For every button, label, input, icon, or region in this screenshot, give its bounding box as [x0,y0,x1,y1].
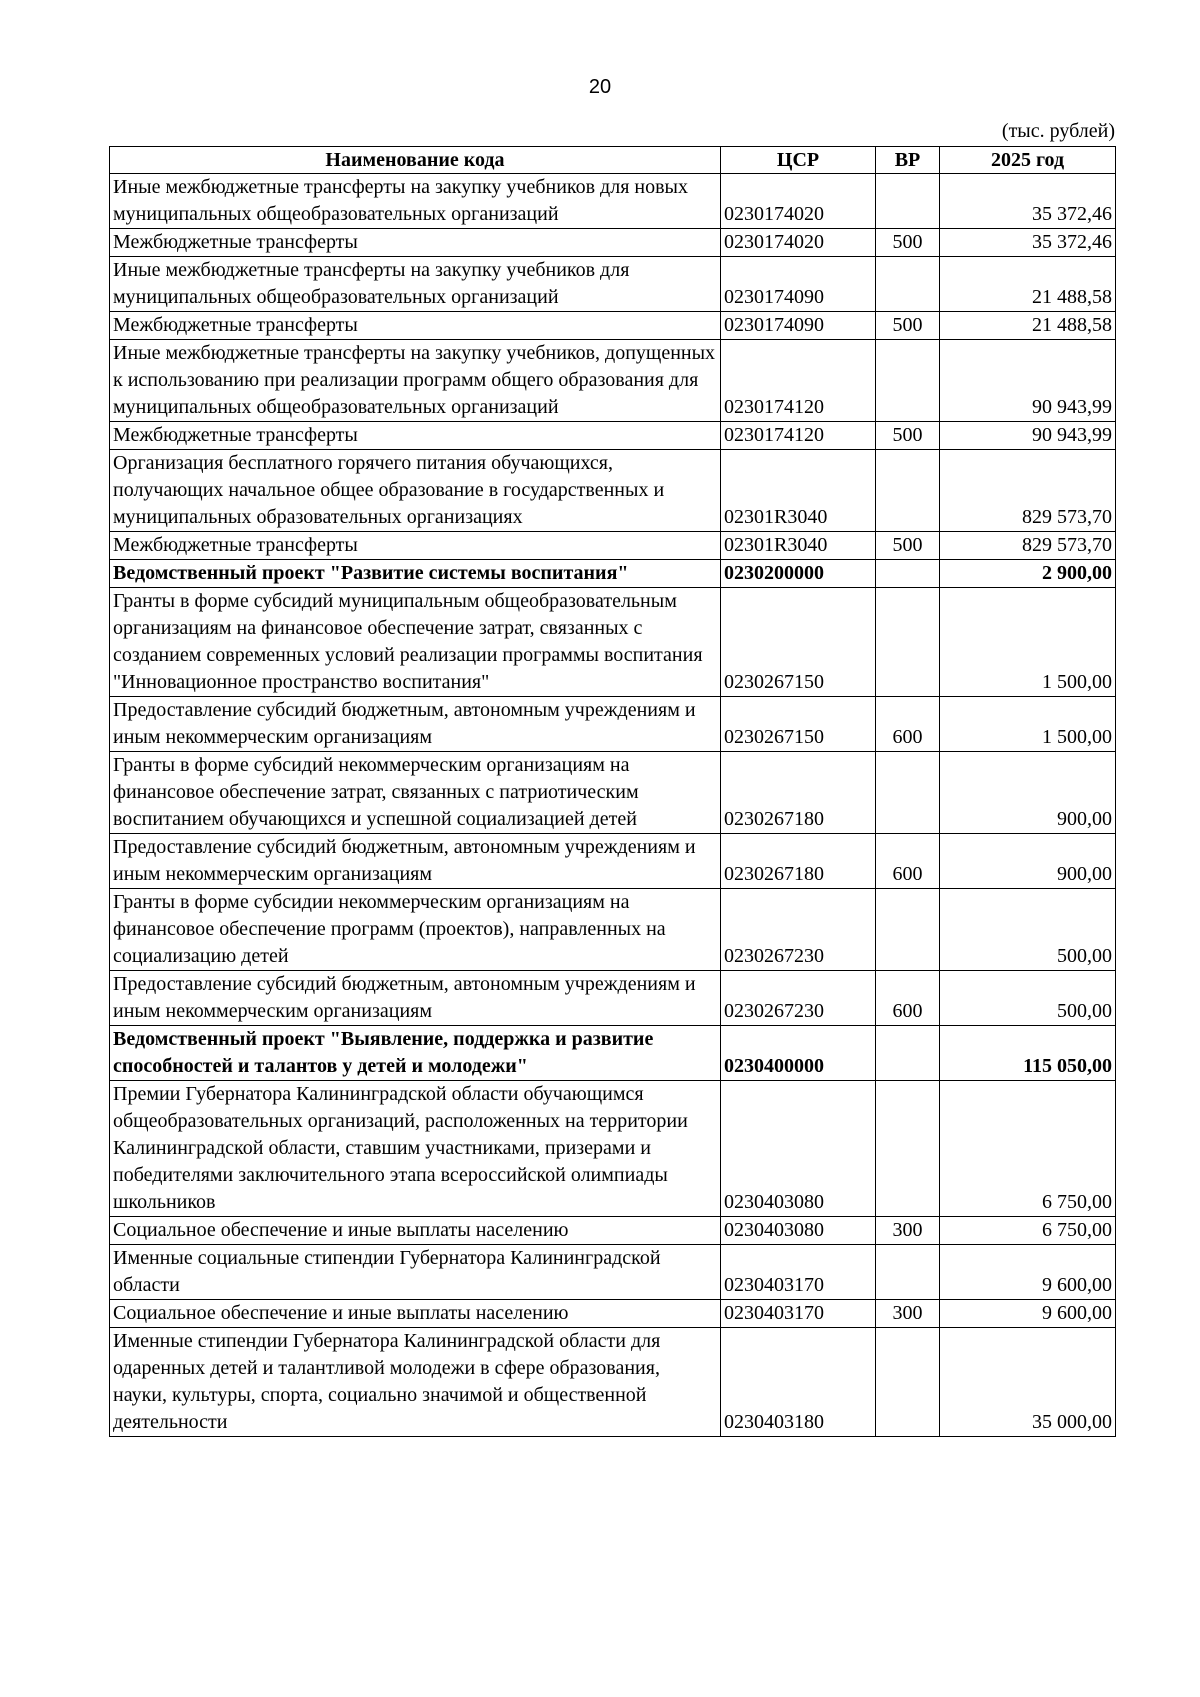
cell-vr: 500 [876,422,940,450]
cell-sum: 35 000,00 [940,1328,1116,1437]
cell-csr: 0230267230 [721,889,876,971]
cell-sum: 9 600,00 [940,1300,1116,1328]
cell-sum: 35 372,46 [940,229,1116,257]
table-row [110,257,1116,312]
cell-csr: 0230267150 [721,697,876,752]
table-body [110,174,1116,1437]
cell-csr: 0230174120 [721,422,876,450]
table-row [110,588,1116,697]
units-label: (тыс. рублей) [1001,120,1115,142]
cell-name: Иные межбюджетные трансферты на закупку учебников для новых муниципальных общеобразовательных организаций [110,174,721,229]
table-row [110,834,1116,889]
cell-vr [876,1081,940,1217]
table-row [110,697,1116,752]
cell-vr [876,752,940,834]
cell-csr: 0230174020 [721,174,876,229]
cell-csr: 02301R3040 [721,532,876,560]
cell-sum: 900,00 [940,752,1116,834]
cell-sum: 829 573,70 [940,532,1116,560]
cell-name: Ведомственный проект "Выявление, поддержка и развитие способностей и талантов у детей и молодежи" [110,1026,721,1081]
cell-vr [876,450,940,532]
cell-name: Межбюджетные трансферты [110,312,721,340]
cell-name: Ведомственный проект "Развитие системы воспитания" [110,560,721,588]
cell-csr: 0230403080 [721,1217,876,1245]
cell-name: Предоставление субсидий бюджетным, автономным учреждениям и иным некоммерческим организациям [110,697,721,752]
cell-csr: 0230267230 [721,971,876,1026]
cell-csr: 0230267180 [721,834,876,889]
table-row [110,560,1116,588]
table-row [110,1300,1116,1328]
table-row [110,1026,1116,1081]
cell-vr [876,1026,940,1081]
cell-sum: 2 900,00 [940,560,1116,588]
cell-csr: 0230403080 [721,1081,876,1217]
cell-name: Межбюджетные трансферты [110,422,721,450]
cell-vr [876,1245,940,1300]
cell-name: Именные социальные стипендии Губернатора Калининградской области [110,1245,721,1300]
cell-name: Гранты в форме субсидий некоммерческим организациям на финансовое обеспечение затрат, связанных с патриотическим воспитанием обучающихся и успешной социализацией детей [110,752,721,834]
cell-sum: 115 050,00 [940,1026,1116,1081]
cell-sum: 6 750,00 [940,1217,1116,1245]
cell-vr: 300 [876,1300,940,1328]
table-row [110,450,1116,532]
header-row [110,147,1116,174]
header-csr: ЦСР [721,147,876,174]
cell-sum: 829 573,70 [940,450,1116,532]
cell-name: Именные стипендии Губернатора Калининградской области для одаренных детей и талантливой молодежи в сфере образования, науки, культуры, спорта, социально значимой и общественной деятельности [110,1328,721,1437]
table-row [110,889,1116,971]
table-row [110,1328,1116,1437]
table-row [110,340,1116,422]
page-number: 20 [588,76,612,98]
cell-csr: 0230200000 [721,560,876,588]
cell-vr: 600 [876,697,940,752]
cell-csr: 0230174090 [721,312,876,340]
cell-sum: 6 750,00 [940,1081,1116,1217]
cell-sum: 900,00 [940,834,1116,889]
table-row [110,1081,1116,1217]
header-year: 2025 год [940,147,1116,174]
cell-vr: 500 [876,229,940,257]
cell-vr [876,588,940,697]
cell-csr: 0230403180 [721,1328,876,1437]
cell-vr [876,560,940,588]
table-row [110,1245,1116,1300]
cell-vr [876,340,940,422]
cell-name: Организация бесплатного горячего питания обучающихся, получающих начальное общее образование в государственных и муниципальных образовательных организациях [110,450,721,532]
cell-csr: 0230174120 [721,340,876,422]
cell-sum: 1 500,00 [940,697,1116,752]
table-row [110,971,1116,1026]
cell-vr [876,257,940,312]
cell-name: Гранты в форме субсидии некоммерческим организациям на финансовое обеспечение программ (проектов), направленных на социализацию детей [110,889,721,971]
cell-vr: 500 [876,312,940,340]
table-row [110,532,1116,560]
cell-vr: 600 [876,834,940,889]
table-row [110,752,1116,834]
table-row [110,229,1116,257]
cell-sum: 1 500,00 [940,588,1116,697]
cell-name: Межбюджетные трансферты [110,532,721,560]
budget-table [109,146,1116,1437]
cell-sum: 90 943,99 [940,422,1116,450]
cell-csr: 0230267150 [721,588,876,697]
table-row [110,1217,1116,1245]
cell-name: Социальное обеспечение и иные выплаты населению [110,1217,721,1245]
cell-sum: 21 488,58 [940,312,1116,340]
cell-sum: 9 600,00 [940,1245,1116,1300]
cell-csr: 0230403170 [721,1245,876,1300]
cell-vr [876,174,940,229]
cell-vr [876,1328,940,1437]
cell-vr: 300 [876,1217,940,1245]
cell-sum: 21 488,58 [940,257,1116,312]
header-vr: ВР [876,147,940,174]
cell-csr: 0230400000 [721,1026,876,1081]
cell-csr: 02301R3040 [721,450,876,532]
cell-vr [876,889,940,971]
cell-vr: 500 [876,532,940,560]
cell-csr: 0230403170 [721,1300,876,1328]
cell-name: Гранты в форме субсидий муниципальным общеобразовательным организациям на финансовое обеспечение затрат, связанных с созданием современных условий реализации программы воспитания "Инновационное пространство воспитания" [110,588,721,697]
table-row [110,422,1116,450]
table-row [110,312,1116,340]
cell-name: Социальное обеспечение и иные выплаты населению [110,1300,721,1328]
cell-sum: 35 372,46 [940,174,1116,229]
table-row [110,174,1116,229]
cell-vr: 600 [876,971,940,1026]
header-name: Наименование кода [110,147,721,174]
cell-csr: 0230174090 [721,257,876,312]
cell-name: Иные межбюджетные трансферты на закупку учебников, допущенных к использованию при реализации программ общего образования для муниципальных общеобразовательных организаций [110,340,721,422]
cell-sum: 500,00 [940,889,1116,971]
cell-name: Премии Губернатора Калининградской области обучающимся общеобразовательных организаций, расположенных на территории Калининградской области, ставшим участниками, призерами и победителями заключительного этапа всероссийской олимпиады школьников [110,1081,721,1217]
cell-name: Предоставление субсидий бюджетным, автономным учреждениям и иным некоммерческим организациям [110,971,721,1026]
cell-sum: 90 943,99 [940,340,1116,422]
cell-name: Предоставление субсидий бюджетным, автономным учреждениям и иным некоммерческим организациям [110,834,721,889]
cell-name: Межбюджетные трансферты [110,229,721,257]
cell-csr: 0230174020 [721,229,876,257]
cell-name: Иные межбюджетные трансферты на закупку учебников для муниципальных общеобразовательных организаций [110,257,721,312]
cell-csr: 0230267180 [721,752,876,834]
cell-sum: 500,00 [940,971,1116,1026]
